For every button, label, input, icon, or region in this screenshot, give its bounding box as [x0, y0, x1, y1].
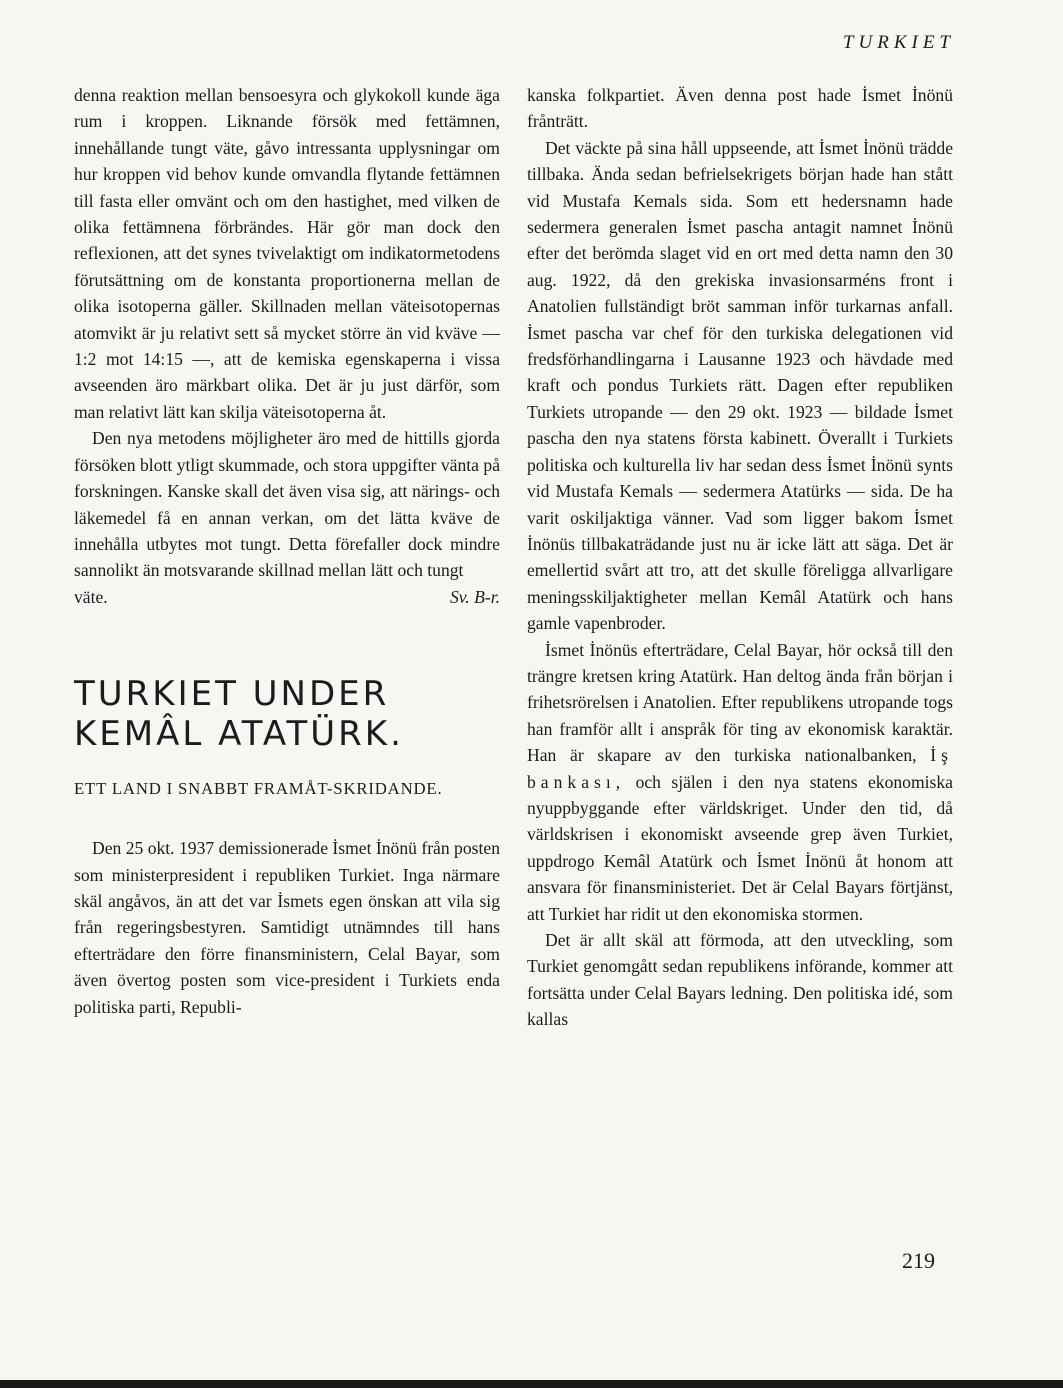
- paragraph-text: İsmet İnönüs efterträdare, Celal Bayar, hör också till den trängre kretsen kring Atatürk. Han deltog ända från början i frihetsrörelsen i Anatolien. Efter republikens utropande togs han framför allt i anspråk för ting av ekonomisk karaktär. Han är skapare av den turkiska nationalbanken,: [527, 639, 953, 766]
- right-column: [527, 82, 953, 1033]
- article2-paragraph: [527, 637, 953, 927]
- signature-line: [74, 584, 500, 610]
- article2-paragraph: Det väckte på sina håll uppseende, att İsmet İnönü trädde tillbaka. Ända sedan befrielsekrigets början hade han stått vid Mustafa Kemals sida. Som ett hedersnamn hade sedermera generalen İsmet pascha antagit namnet İnönü efter det berömda slaget vid en ort med detta namn den 30 aug. 1922, då den grekiska invasionsarméns front i Anatolien fullständigt bröt samman inför turkarnas anfall. İsmet pascha var chef för den turkiska delegationen vid fredsförhandlingarna i Lausanne 1923 och hävdade med kraft och pondus Turkiets rätt. Dagen efter republiken Turkiets utropande — den 29 okt. 1923 — bildade İsmet pascha den nya statens första kabinett. Överallt i Turkiets politiska och kulturella liv har sedan dess İsmet İnönü synts vid Mustafa Kemals — sedermera Atatürks — sida. De ha varit oskiljaktiga vänner. Vad som ligger bakom İsmet İnönüs tillbakaträdande just nu är icke lätt att säga. Det är emellertid svårt att tro, att det skulle föreligga allvarligare meningsskiljaktigheter mellan Kemâl Atatürk och hans gamle vapenbroder.: [527, 137, 953, 634]
- bank-name: İş bankası,: [527, 745, 953, 792]
- article2-paragraph: kanska folkpartiet. Även denna post hade İsmet İnönü frånträtt.: [527, 85, 953, 132]
- paragraph-text: och själen i den nya statens ekonomiska nyuppbyggande efter världskriget. Under den tid, då världskrisen i ekonomiskt avseende grep även Turkiet, uppdrogo Kemâl Atatürk och İsmet İnönü åt honom att ansvara för finansministeriet. Det är Celal Bayars förtjänst, att Turkiet har ridit ut den ekonomiska stormen.: [527, 771, 953, 924]
- scan-edge: [0, 1380, 1063, 1388]
- article1-last-word: väte.: [74, 586, 108, 607]
- running-head: TURKIET: [842, 32, 955, 53]
- article-subheadline: ETT LAND I SNABBT FRAMÅT-SKRIDANDE.: [74, 779, 443, 799]
- article2-paragraph: Det är allt skäl att förmoda, att den utveckling, som Turkiet genomgått sedan republikens införande, kommer att fortsätta under Celal Bayars ledning. Den politiska idé, som kallas: [527, 930, 953, 1030]
- article-headline: TURKIET UNDER KEMÂL ATATÜRK.: [74, 674, 404, 755]
- article2-paragraph: Den 25 okt. 1937 demissionerade İsmet İnönü från posten som ministerpresident i republiken Turkiet. Inga närmare skäl angåvos, än att det var İsmets egen önskan att vila sig från regeringsbestyren. Samtidigt utnämndes till hans efterträdare den förre finansministern, Celal Bayar, som även övertog posten som vice-president i Turkiets enda politiska parti, Republi-: [74, 838, 500, 1017]
- article1-paragraph: Den nya metodens möjligheter äro med de hittills gjorda försöken blott ytligt skummade, och stora uppgifter vänta på forskningen. Kanske skall det även visa sig, att närings- och läkemedel få en annan verkan, om det lätta kväve de innehålla utbytes mot tungt. Detta förefaller dock mindre sannolikt än motsvarande skillnad mellan lätt och tungt: [74, 428, 500, 581]
- page-number: 219: [902, 1248, 935, 1273]
- left-column: [74, 82, 500, 1020]
- author-signature: Sv. B-r.: [450, 586, 500, 607]
- article1-paragraph: denna reaktion mellan bensoesyra och glykokoll kunde äga rum i kroppen. Liknande försök med fettämnen, innehållande tungt väte, gåvo intressanta upplysningar om hur kroppen vid behov kunde omvandla flytande fettämnen till fasta eller omvänt och om den hastighet, med vilken de olika fettämnena förbrändes. Här gör man dock den reflexionen, att det synes tvivelaktigt om indikatormetodens förutsättning om de konstanta proportionerna mellan de olika isotoperna gäller. Skillnaden mellan väteisotopernas atomvikt är ju relativt sett så mycket större än vid kväve — 1:2 mot 14:15 —, att de kemiska egenskaperna i vissa avseenden äro märkbart olika. Det är ju just därför, som man relativt lätt kan skilja väteisotoperna åt.: [74, 85, 500, 422]
